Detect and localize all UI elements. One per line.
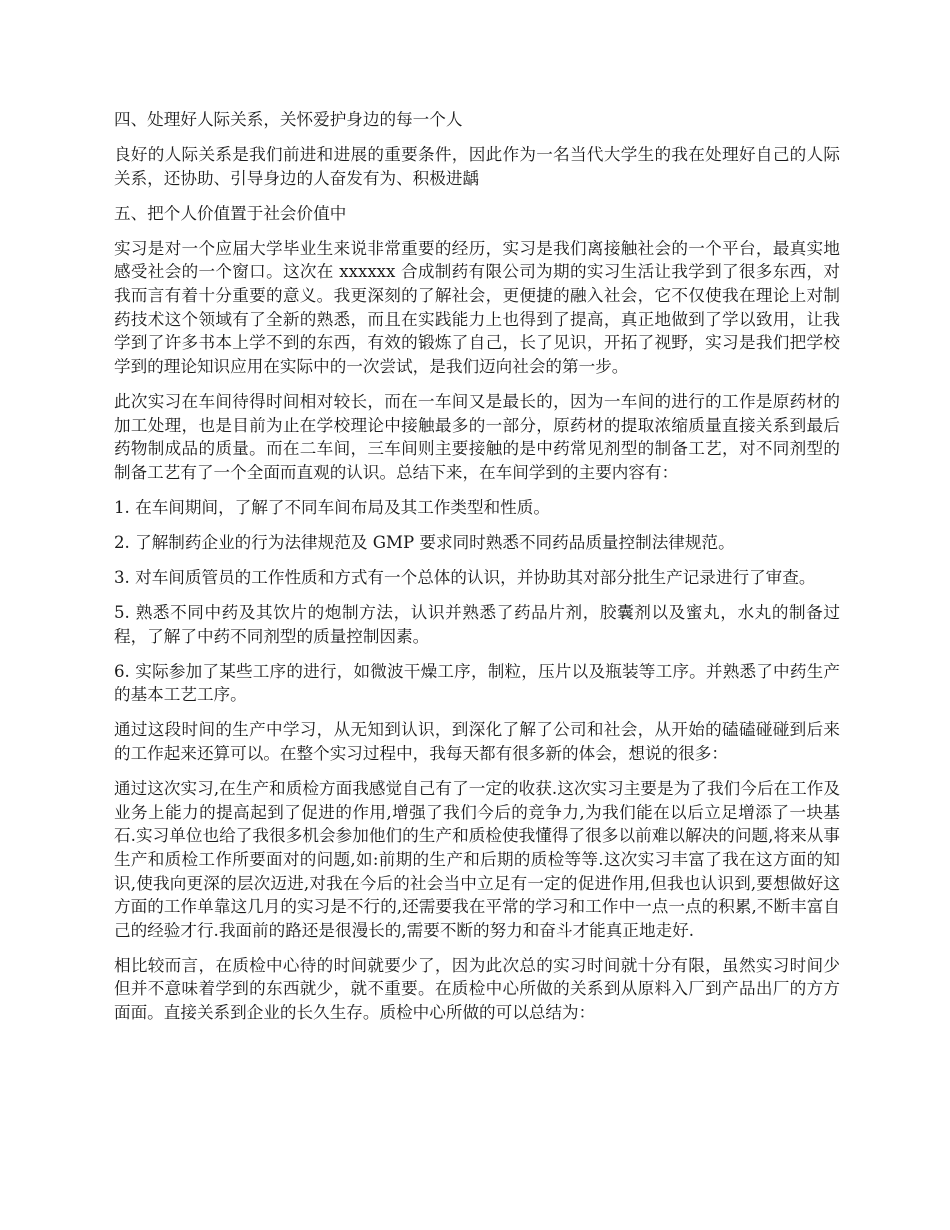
section-heading-5: 五、把个人价值置于社会价值中 — [114, 203, 347, 223]
paragraph-learning: 通过这段时间的生产中学习，从无知到认识，到深化了解了公司和社会，从开始的磕磕碰碰到后来的工作起来还算可以。在整个实习过程中，我每天都有很多新的体会，想说的很多： — [114, 720, 840, 764]
list-item-5: 5. 熟悉不同中药及其饮片的炮制方法，认识并熟悉了药品片剂，胶囊剂以及蜜丸，水丸的制备过程，了解了中药不同剂型的质量控制因素。 — [114, 603, 840, 646]
paragraph-interpersonal: 良好的人际关系是我们前进和进展的重要条件，因此作为一名当代大学生的我在处理好自己的人际关系，还协助、引导身边的人奋发有为、积极进龋 — [114, 145, 840, 188]
paragraph-quality-center: 相比较而言，在质检中心待的时间就要少了，因为此次总的实习时间就十分有限，虽然实习时间少但并不意味着学到的东西就少，就不重要。在质检中心所做的关系到从原料入厂到产品出厂的方方面面。直接关系到企业的长久生存。质检中心所做的可以总结为： — [114, 955, 840, 1022]
section-heading-4: 四、处理好人际关系，关怀爱护身边的每一个人 — [114, 110, 463, 129]
document-page — [114, 108, 840, 1036]
list-item-2: 2. 了解制药企业的行为法律规范及 GMP 要求同时熟悉不同药品质量控制法律规范。 — [114, 532, 735, 552]
list-item-6: 6. 实际参加了某些工序的进行，如微波干燥工序，制粒，压片以及瓶装等工序。并熟悉了中药生产的基本工艺工序。 — [114, 661, 840, 705]
list-item-3: 3. 对车间质管员的工作性质和方式有一个总体的认识，并协助其对部分批生产记录进行了审查。 — [114, 568, 816, 587]
paragraph-workshop: 此次实习在车间待得时间相对较长，而在一车间又是最长的，因为一车间的进行的工作是原药材的加工处理，也是目前为止在学校理论中接触最多的一部分，原药材的提取浓缩质量直接关系到最后药物制成品的质量。而在二车间，三车间则主要接触的是中药常见剂型的制备工艺，对不同剂型的制备工艺有了一个全面而直观的认识。总结下来，在车间学到的主要内容有： — [114, 391, 840, 482]
paragraph-internship-intro: 实习是对一个应届大学毕业生来说非常重要的经历，实习是我们离接触社会的一个平台，最真实地感受社会的一个窗口。这次在 xxxxxx 合成制药有限公司为期的实习生活让我学到了很多东西，对我而言有着十分重要的意义。我更深刻的了解社会，更便捷的融入社会，它不仅使我在理论上对制药技术这个领域有了全新的熟悉，而且在实践能力上也得到了提高，真正地做到了学以致用，让我学到了许多书本上学不到的东西，有效的锻炼了自己，长了见识，开拓了视野，实习是我们把学校学到的理论知识应用在实际中的一次尝试，是我们迈向社会的第一步。 — [114, 238, 840, 376]
paragraph-gains: 通过这次实习,在生产和质检方面我感觉自己有了一定的收获.这次实习主要是为了我们今后在工作及业务上能力的提高起到了促进的作用,增强了我们今后的竞争力,为我们能在以后立足增添了一块基石.实习单位也给了我很多机会参加他们的生产和质检使我懂得了很多以前难以解决的问题,将来从事生产和质检工作所要面对的问题,如:前期的生产和后期的质检等等.这次实习丰富了我在这方面的知识,使我向更深的层次迈进,对我在今后的社会当中立足有一定的促进作用,但我也认识到,要想做好这方面的工作单靠这几月的实习是不行的,还需要我在平常的学习和工作中一点一点的积累,不断丰富自己的经验才行.我面前的路还是很漫长的,需要不断的努力和奋斗才能真正地走好. — [114, 779, 840, 940]
list-item-1: 1. 在车间期间，了解了不同车间布局及其工作类型和性质。 — [114, 497, 550, 517]
